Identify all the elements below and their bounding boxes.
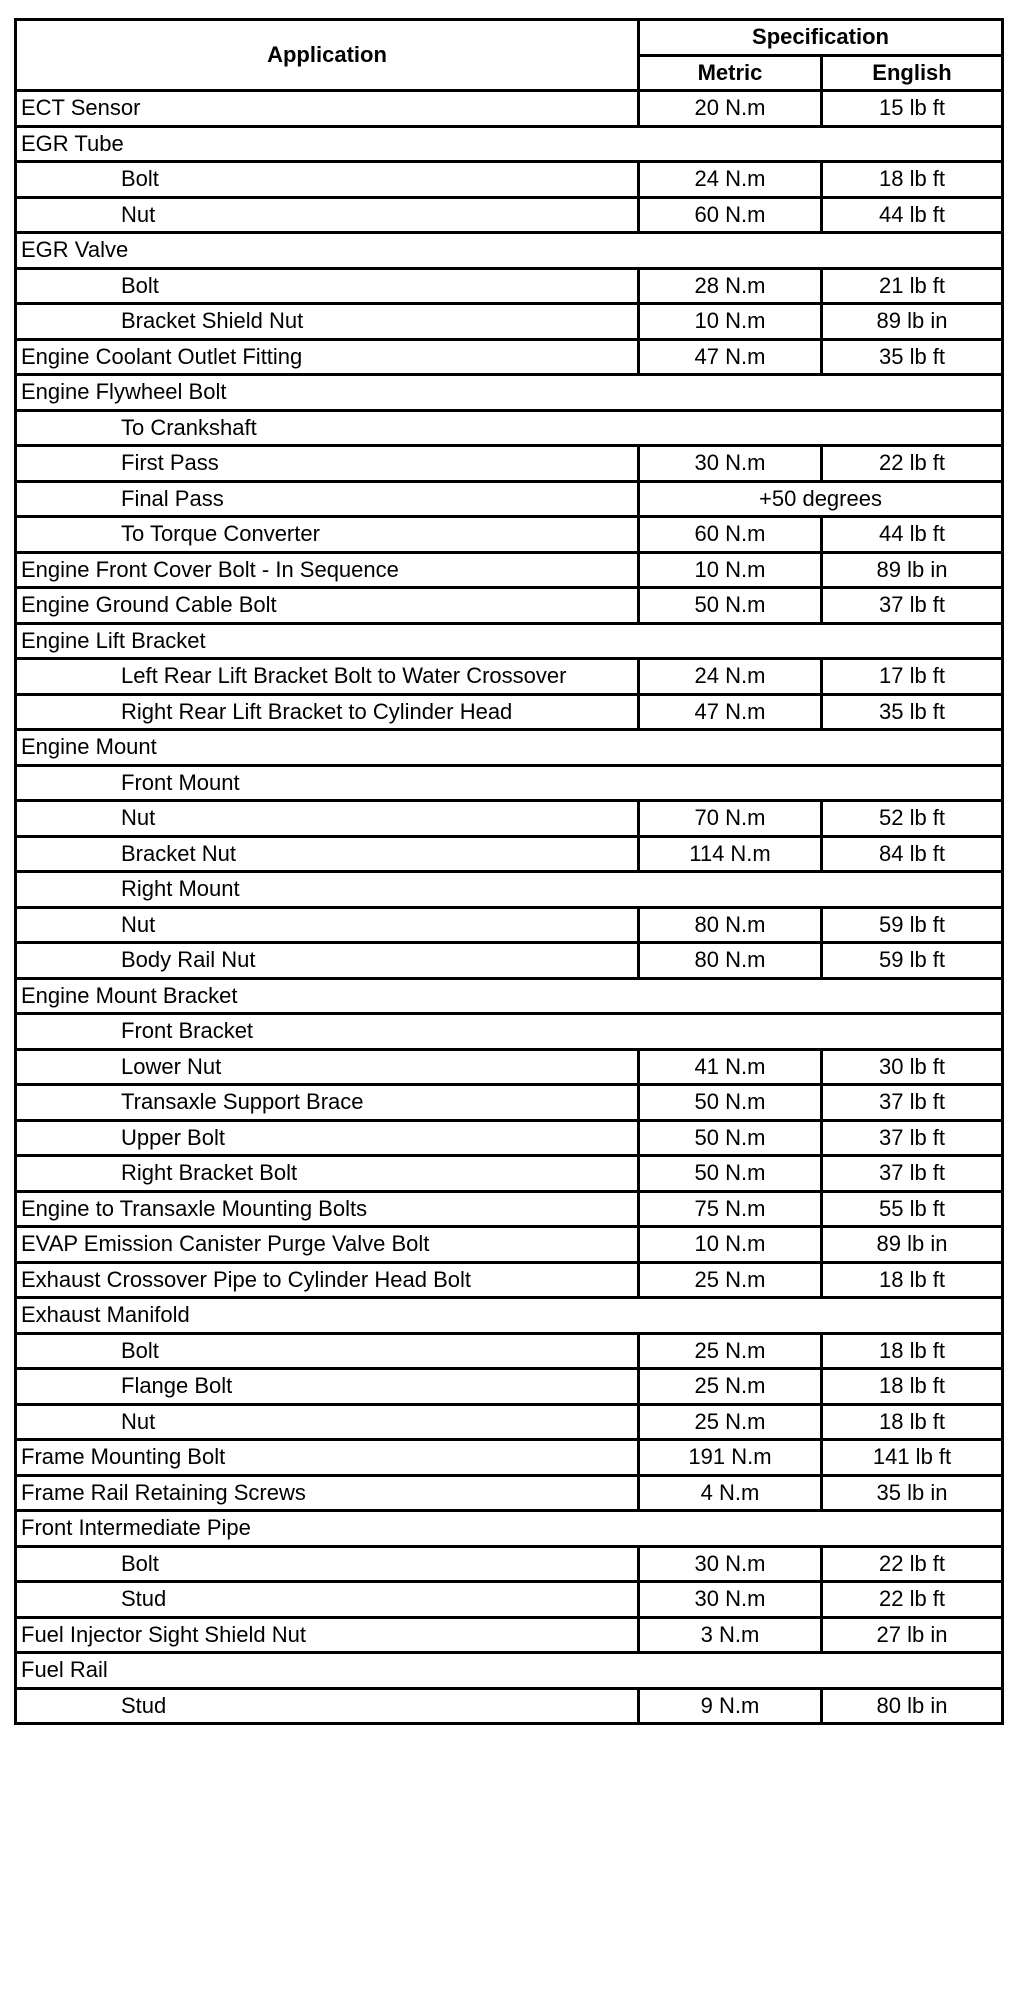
metric-cell: 10 N.m: [639, 1227, 822, 1263]
table-row: [16, 1227, 1003, 1263]
table-row: [16, 552, 1003, 588]
english-cell: 18 lb ft: [822, 1404, 1003, 1440]
table-row: [16, 1475, 1003, 1511]
english-cell: 37 lb ft: [822, 1156, 1003, 1192]
english-cell: 35 lb ft: [822, 339, 1003, 375]
table-row: [16, 1369, 1003, 1405]
application-cell: Frame Mounting Bolt: [16, 1440, 639, 1476]
application-cell: Engine Front Cover Bolt - In Sequence: [16, 552, 639, 588]
english-cell: 22 lb ft: [822, 1546, 1003, 1582]
english-cell: 80 lb in: [822, 1688, 1003, 1724]
table-row: [16, 1617, 1003, 1653]
table-row: [16, 1298, 1003, 1334]
metric-cell: 50 N.m: [639, 1156, 822, 1192]
application-cell: Lower Nut: [16, 1049, 639, 1085]
metric-cell: 10 N.m: [639, 304, 822, 340]
english-cell: 37 lb ft: [822, 1085, 1003, 1121]
english-cell: 22 lb ft: [822, 446, 1003, 482]
table-row: [16, 1688, 1003, 1724]
application-cell: Engine Lift Bracket: [16, 623, 1003, 659]
application-cell: Engine Flywheel Bolt: [16, 375, 1003, 411]
metric-cell: 30 N.m: [639, 1546, 822, 1582]
table-row: [16, 694, 1003, 730]
metric-cell: 30 N.m: [639, 1582, 822, 1618]
table-body: [16, 91, 1003, 1724]
table-row: [16, 410, 1003, 446]
metric-cell: 25 N.m: [639, 1262, 822, 1298]
table-row: [16, 233, 1003, 269]
english-cell: 141 lb ft: [822, 1440, 1003, 1476]
table-row: [16, 765, 1003, 801]
english-cell: 44 lb ft: [822, 197, 1003, 233]
english-cell: 22 lb ft: [822, 1582, 1003, 1618]
metric-cell: 24 N.m: [639, 659, 822, 695]
metric-cell: 80 N.m: [639, 943, 822, 979]
metric-cell: 80 N.m: [639, 907, 822, 943]
application-cell: Bolt: [16, 162, 639, 198]
application-cell: Bolt: [16, 1333, 639, 1369]
application-cell: EGR Tube: [16, 126, 1003, 162]
application-cell: Fuel Rail: [16, 1653, 1003, 1689]
table-row: [16, 1404, 1003, 1440]
metric-cell: 50 N.m: [639, 1120, 822, 1156]
metric-cell: 41 N.m: [639, 1049, 822, 1085]
application-cell: Engine to Transaxle Mounting Bolts: [16, 1191, 639, 1227]
metric-cell: 4 N.m: [639, 1475, 822, 1511]
application-cell: Engine Coolant Outlet Fitting: [16, 339, 639, 375]
application-cell: Stud: [16, 1688, 639, 1724]
metric-cell: 50 N.m: [639, 1085, 822, 1121]
english-cell: 89 lb in: [822, 304, 1003, 340]
metric-cell: 9 N.m: [639, 1688, 822, 1724]
application-header: Application: [16, 20, 639, 91]
application-cell: Flange Bolt: [16, 1369, 639, 1405]
english-cell: 18 lb ft: [822, 162, 1003, 198]
english-cell: 27 lb in: [822, 1617, 1003, 1653]
english-cell: 30 lb ft: [822, 1049, 1003, 1085]
metric-cell: 60 N.m: [639, 517, 822, 553]
application-cell: Nut: [16, 1404, 639, 1440]
table-row: [16, 1049, 1003, 1085]
metric-cell: 25 N.m: [639, 1404, 822, 1440]
table-row: [16, 872, 1003, 908]
application-cell: Engine Ground Cable Bolt: [16, 588, 639, 624]
table-row: [16, 1085, 1003, 1121]
table-row: [16, 91, 1003, 127]
table-row: [16, 1546, 1003, 1582]
english-cell: 44 lb ft: [822, 517, 1003, 553]
specification-cell: +50 degrees: [639, 481, 1003, 517]
application-cell: Stud: [16, 1582, 639, 1618]
metric-cell: 60 N.m: [639, 197, 822, 233]
application-cell: Nut: [16, 801, 639, 837]
application-cell: EVAP Emission Canister Purge Valve Bolt: [16, 1227, 639, 1263]
table-row: [16, 801, 1003, 837]
table-row: [16, 1582, 1003, 1618]
application-cell: Exhaust Crossover Pipe to Cylinder Head Bolt: [16, 1262, 639, 1298]
application-cell: Upper Bolt: [16, 1120, 639, 1156]
english-cell: 18 lb ft: [822, 1262, 1003, 1298]
metric-cell: 25 N.m: [639, 1369, 822, 1405]
table-row: [16, 1440, 1003, 1476]
table-row: [16, 943, 1003, 979]
english-cell: 15 lb ft: [822, 91, 1003, 127]
table-row: [16, 1653, 1003, 1689]
table-row: [16, 1156, 1003, 1192]
table-row: [16, 836, 1003, 872]
application-cell: Right Rear Lift Bracket to Cylinder Head: [16, 694, 639, 730]
application-cell: Frame Rail Retaining Screws: [16, 1475, 639, 1511]
table-row: [16, 730, 1003, 766]
application-cell: Right Mount: [16, 872, 1003, 908]
table-row: [16, 162, 1003, 198]
metric-cell: 24 N.m: [639, 162, 822, 198]
english-cell: 84 lb ft: [822, 836, 1003, 872]
table-row: [16, 623, 1003, 659]
application-cell: Exhaust Manifold: [16, 1298, 1003, 1334]
application-cell: Engine Mount Bracket: [16, 978, 1003, 1014]
application-cell: First Pass: [16, 446, 639, 482]
table-row: [16, 1014, 1003, 1050]
english-cell: 89 lb in: [822, 552, 1003, 588]
application-cell: To Crankshaft: [16, 410, 1003, 446]
table-row: [16, 659, 1003, 695]
application-cell: Front Intermediate Pipe: [16, 1511, 1003, 1547]
metric-cell: 114 N.m: [639, 836, 822, 872]
metric-cell: 30 N.m: [639, 446, 822, 482]
table-row: [16, 197, 1003, 233]
application-cell: Final Pass: [16, 481, 639, 517]
application-cell: Nut: [16, 197, 639, 233]
english-cell: 21 lb ft: [822, 268, 1003, 304]
table-row: [16, 339, 1003, 375]
application-cell: Engine Mount: [16, 730, 1003, 766]
metric-header: Metric: [639, 55, 822, 91]
metric-cell: 47 N.m: [639, 694, 822, 730]
table-row: [16, 1120, 1003, 1156]
application-cell: Fuel Injector Sight Shield Nut: [16, 1617, 639, 1653]
table-row: [16, 126, 1003, 162]
english-cell: 59 lb ft: [822, 907, 1003, 943]
english-cell: 17 lb ft: [822, 659, 1003, 695]
application-cell: EGR Valve: [16, 233, 1003, 269]
metric-cell: 10 N.m: [639, 552, 822, 588]
application-cell: Bracket Shield Nut: [16, 304, 639, 340]
metric-cell: 47 N.m: [639, 339, 822, 375]
application-cell: Bolt: [16, 268, 639, 304]
metric-cell: 28 N.m: [639, 268, 822, 304]
table-row: [16, 517, 1003, 553]
table-row: [16, 268, 1003, 304]
table-row: [16, 1262, 1003, 1298]
specification-header: Specification: [639, 20, 1003, 56]
application-cell: To Torque Converter: [16, 517, 639, 553]
application-cell: Front Bracket: [16, 1014, 1003, 1050]
table-row: [16, 375, 1003, 411]
table-row: [16, 304, 1003, 340]
metric-cell: 75 N.m: [639, 1191, 822, 1227]
application-cell: Bolt: [16, 1546, 639, 1582]
table-header: [16, 20, 1003, 91]
metric-cell: 191 N.m: [639, 1440, 822, 1476]
english-cell: 89 lb in: [822, 1227, 1003, 1263]
english-cell: 55 lb ft: [822, 1191, 1003, 1227]
metric-cell: 50 N.m: [639, 588, 822, 624]
application-cell: Nut: [16, 907, 639, 943]
english-cell: 18 lb ft: [822, 1369, 1003, 1405]
table-row: [16, 446, 1003, 482]
application-cell: Body Rail Nut: [16, 943, 639, 979]
table-row: [16, 1333, 1003, 1369]
application-cell: Left Rear Lift Bracket Bolt to Water Crossover: [16, 659, 639, 695]
table-row: [16, 907, 1003, 943]
application-cell: Front Mount: [16, 765, 1003, 801]
english-cell: 59 lb ft: [822, 943, 1003, 979]
metric-cell: 3 N.m: [639, 1617, 822, 1653]
english-cell: 35 lb in: [822, 1475, 1003, 1511]
application-cell: ECT Sensor: [16, 91, 639, 127]
metric-cell: 70 N.m: [639, 801, 822, 837]
spec-table-container: [14, 18, 1001, 1725]
torque-spec-table: [14, 18, 1004, 1725]
application-cell: Transaxle Support Brace: [16, 1085, 639, 1121]
english-cell: 18 lb ft: [822, 1333, 1003, 1369]
english-cell: 35 lb ft: [822, 694, 1003, 730]
table-row: [16, 481, 1003, 517]
table-row: [16, 1191, 1003, 1227]
english-header: English: [822, 55, 1003, 91]
table-row: [16, 588, 1003, 624]
table-row: [16, 1511, 1003, 1547]
english-cell: 37 lb ft: [822, 588, 1003, 624]
english-cell: 52 lb ft: [822, 801, 1003, 837]
english-cell: 37 lb ft: [822, 1120, 1003, 1156]
application-cell: Right Bracket Bolt: [16, 1156, 639, 1192]
metric-cell: 25 N.m: [639, 1333, 822, 1369]
application-cell: Bracket Nut: [16, 836, 639, 872]
metric-cell: 20 N.m: [639, 91, 822, 127]
table-row: [16, 978, 1003, 1014]
